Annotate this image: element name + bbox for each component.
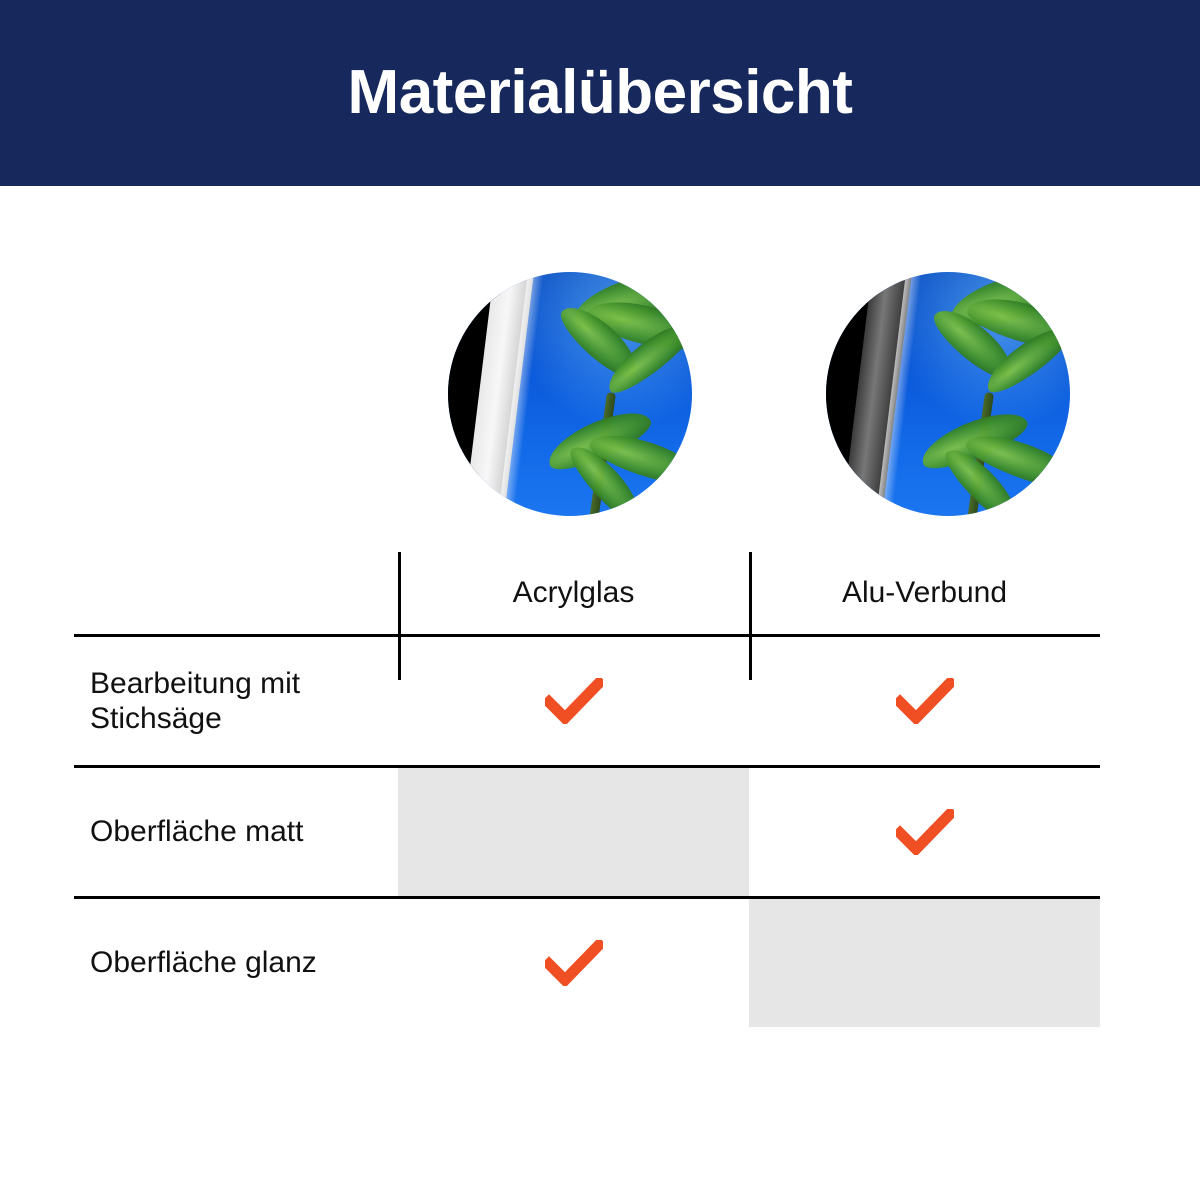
cell-acrylglas: [398, 899, 749, 1027]
table-corner-cell: [74, 552, 398, 634]
column-divider: [398, 552, 401, 680]
row-label: [74, 768, 398, 896]
check-icon: [545, 940, 603, 986]
page-header: [0, 0, 1200, 186]
column-header-alu-verbund: Alu-Verbund: [841, 576, 1008, 609]
cell-alu-verbund: [749, 768, 1100, 896]
material-comparison-table: [74, 552, 1100, 1027]
row-label: [74, 637, 398, 765]
acrylglas-thumbnail: [448, 272, 692, 516]
column-header-acrylglas: Acrylglas: [512, 576, 635, 609]
table-header-row: [74, 552, 1100, 634]
column-divider: [749, 552, 752, 680]
table-row: [74, 768, 1100, 896]
alu-verbund-thumbnail: [826, 272, 1070, 516]
cell-alu-verbund: [749, 899, 1100, 1027]
page-title: Materialübersicht: [347, 58, 853, 127]
check-icon: [545, 678, 603, 724]
cell-acrylglas: [398, 637, 749, 765]
cell-alu-verbund: [749, 637, 1100, 765]
row-label-text: Oberfläche glanz: [90, 946, 317, 980]
row-label: [74, 899, 398, 1027]
palm-photo: [826, 272, 1070, 516]
table-row: [74, 637, 1100, 765]
row-label-text: Bearbeitung mit Stichsäge: [90, 666, 301, 735]
row-label-text: Oberfläche matt: [90, 815, 304, 849]
table-row: [74, 899, 1100, 1027]
check-icon: [896, 678, 954, 724]
check-icon: [896, 809, 954, 855]
cell-acrylglas: [398, 768, 749, 896]
palm-photo: [448, 272, 692, 516]
thumbnail-row: [0, 272, 1200, 516]
